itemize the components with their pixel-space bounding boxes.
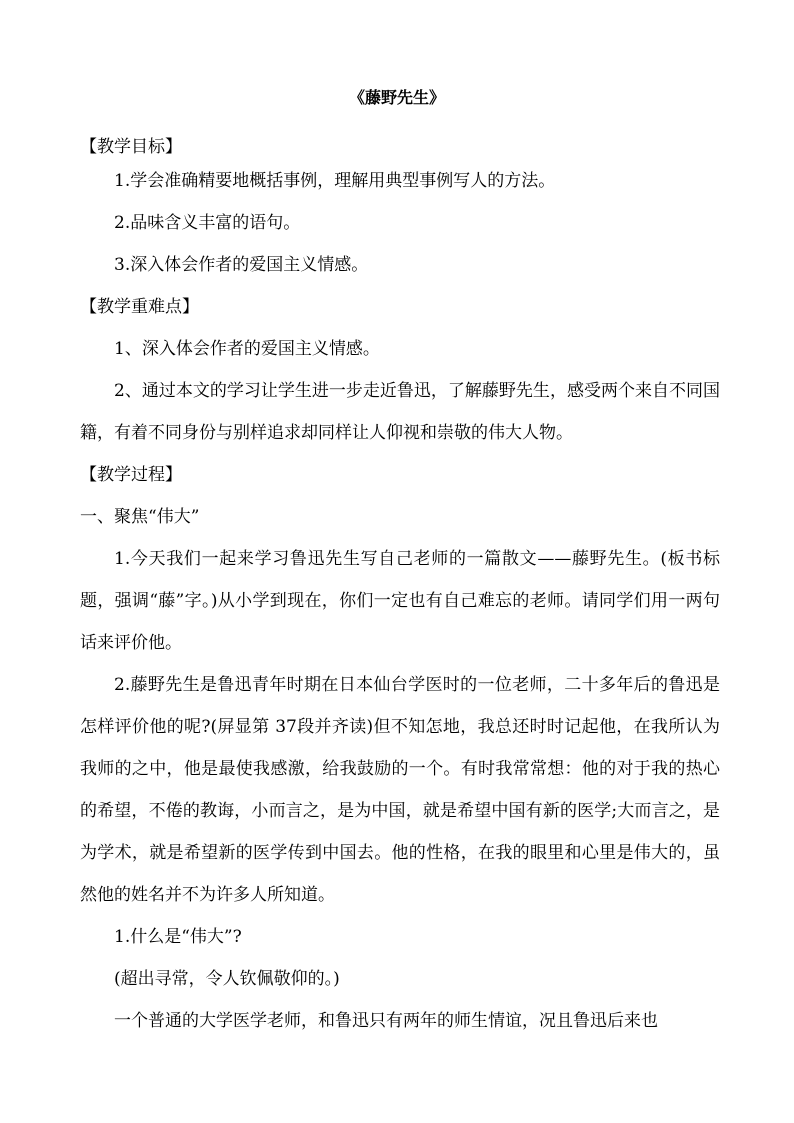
process-paragraph: 一个普通的大学医学老师，和鲁迅只有两年的师生情谊，况且鲁迅后来也 xyxy=(114,1011,658,1031)
process-paragraph: (超出寻常，令人钦佩敬仰的。) xyxy=(114,969,340,989)
part-one-heading: 一、聚焦“伟大” xyxy=(80,507,200,527)
objective-item: 2.品味含义丰富的语句。 xyxy=(114,213,301,233)
process-heading: 【教学过程】 xyxy=(80,465,182,485)
document-title: 《藤野先生》 xyxy=(348,88,445,107)
key-point-item: 1、深入体会作者的爱国主义情感。 xyxy=(114,339,380,359)
objective-item: 1.学会准确精要地概括事例，理解用典型事例写人的方法。 xyxy=(114,171,556,191)
objective-item: 3.深入体会作者的爱国主义情感。 xyxy=(114,255,369,275)
key-points-heading: 【教学重难点】 xyxy=(80,297,199,317)
objectives-heading: 【教学目标】 xyxy=(80,137,182,157)
process-paragraph: 2.藤野先生是鲁迅青年时期在日本仙台学医时的一位老师，二十多年后的鲁迅是怎样评价他的呢?(屏显第 37段并齐读)但不知怎地，我总还时时记起他，在我所认为我师的之中，他是最使我感激，给我鼓励的一个。有时我常常想：他的对于我的热心的希望，不倦的教诲，小而言之，是为中国，就是希望中国有新的医学;大而言之，是为学术，就是希望新的医学传到中国去。他的性格，在我的眼里和心里是伟大的，虽然他的姓名并不为许多人所知道。 xyxy=(80,675,720,905)
process-paragraph: 1.今天我们一起来学习鲁迅先生写自己老师的一篇散文——藤野先生。(板书标题，强调“藤”字。)从小学到现在，你们一定也有自己难忘的老师。请同学们用一两句话来评价他。 xyxy=(80,549,720,653)
process-paragraph: 1.什么是“伟大”? xyxy=(114,927,242,947)
key-point-item: 2、通过本文的学习让学生进一步走近鲁迅，了解藤野先生，感受两个来自不同国籍，有着不同身份与别样追求却同样让人仰视和崇敬的伟大人物。 xyxy=(80,381,720,443)
